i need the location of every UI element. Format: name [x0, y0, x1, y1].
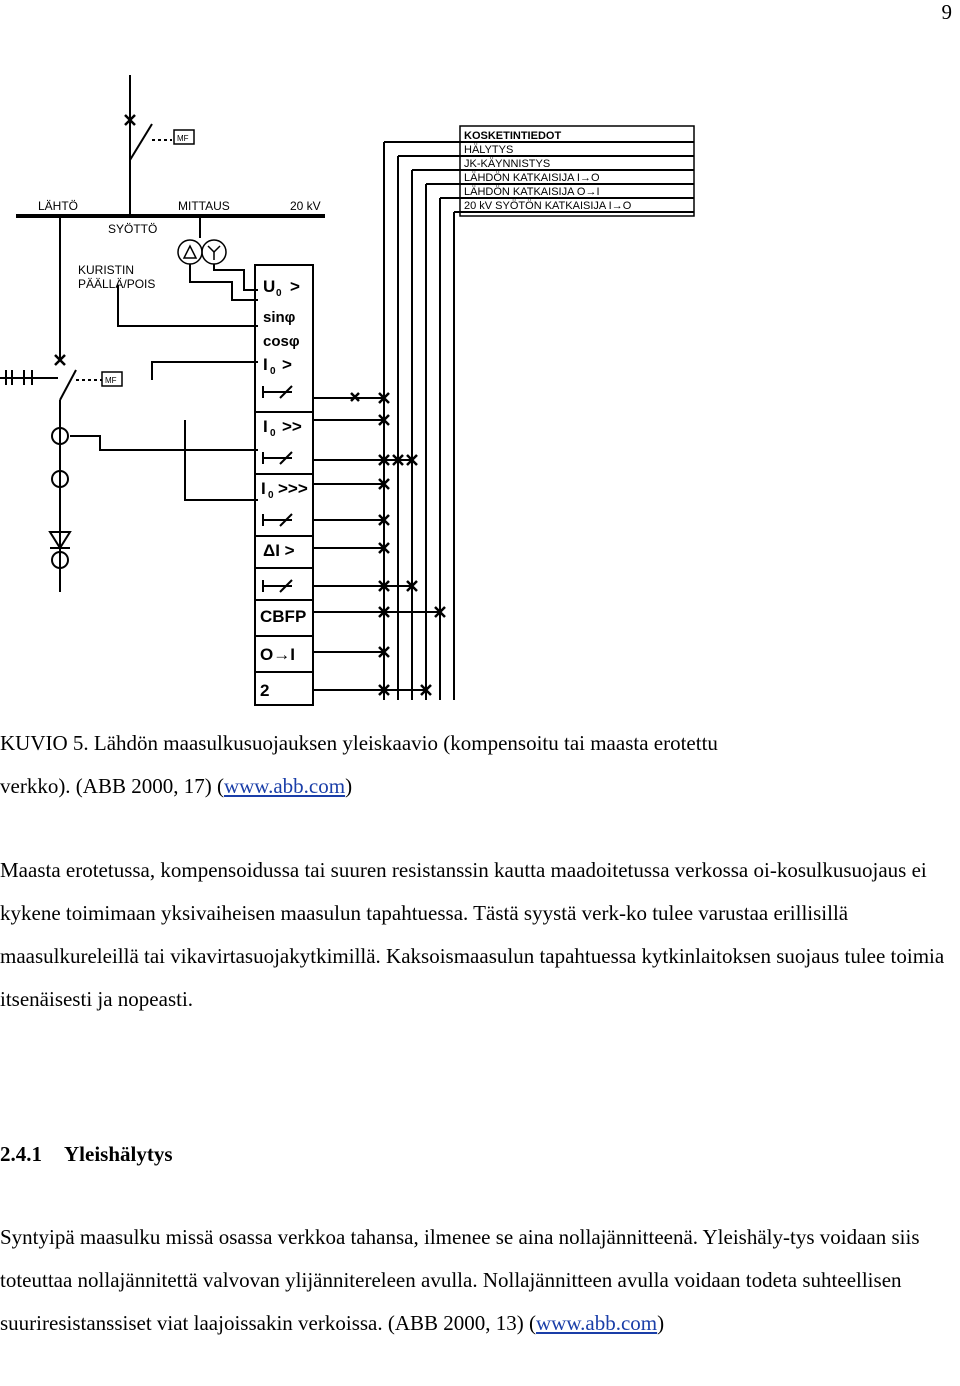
contact-row: JK-KÄYNNISTYS	[464, 158, 551, 170]
paragraph-2-close: )	[657, 1311, 665, 1335]
contact-row: LÄHDÖN KATKAISIJA O→I	[464, 186, 600, 198]
func-i0-op3: >>>	[278, 479, 308, 498]
label-mittaus: MITTAUS	[178, 199, 230, 213]
func-i0: I	[263, 355, 268, 374]
paragraph-2-text: Syntyipä maasulku missä osassa verkkoa tahansa, ilmenee se aina nollajännitteenä. Yleishäly-tys voidaan siis toteuttaa nollajännitettä valvovan ylijännitereleen avulla. Nollajännitteen avulla voidaan todeta suhteellisen suuriresistanssiset viat laajoissakin verkoissa. (ABB 2000, 13) (	[0, 1225, 920, 1335]
label-paalla-pois: PÄÄLLÄ/POIS	[78, 277, 156, 291]
heading-number: 2.4.1	[0, 1142, 42, 1166]
func-i0-op1: >	[282, 355, 292, 374]
func-sub: 0	[268, 490, 274, 501]
caption-line-2	[0, 765, 950, 808]
func-cosphi: cosφ	[263, 333, 300, 350]
figure-caption	[0, 722, 950, 808]
caption-close: )	[345, 774, 353, 798]
paragraph-2-link[interactable]: www.abb.com	[536, 1311, 658, 1335]
func-sub: 0	[270, 366, 276, 377]
func-deltai: ΔI >	[263, 541, 295, 560]
contact-row: HÄLYTYS	[464, 144, 514, 156]
section-heading	[0, 1142, 173, 1167]
protection-diagram	[0, 62, 960, 712]
label-kuristin: KURISTIN	[78, 263, 135, 277]
func-u0: U	[263, 277, 276, 296]
func-sub: 0	[276, 288, 282, 299]
func-oi: O→I	[260, 645, 295, 664]
func-i0: I	[263, 417, 268, 436]
caption-link[interactable]: www.abb.com	[223, 774, 346, 798]
label-voltage: 20 kV	[290, 199, 321, 213]
func-i0: I	[261, 479, 266, 498]
contacts-title: KOSKETINTIEDOT	[464, 130, 562, 142]
func-i0-op2: >>	[282, 417, 302, 436]
paragraph-1: Maasta erotetussa, kompensoidussa tai suuren resistanssin kautta maadoitetussa verkossa oi-kosulkusuojaus ei kykene toimimaan yksivaiheisen maasulun tapahtuessa. Tästä syystä verk-ko tulee varustaa erillisillä maasulkureleillä tai vikavirtasuojakytkimillä. Kaksoismaasulun tapahtuessa kytkinlaitoksen suojaus tulee toimia itsenäisesti ja nopeasti.	[0, 858, 945, 1011]
func-sinphi: sinφ	[263, 309, 296, 326]
func-cbfp: CBFP	[260, 607, 307, 626]
func-sub: 0	[270, 428, 276, 439]
heading-text: Yleishälytys	[64, 1142, 173, 1166]
label-mf-feeder: MF	[105, 376, 117, 385]
func-two: 2	[260, 681, 270, 700]
caption-line-1: KUVIO 5. Lähdön maasulkusuojauksen yleiskaavio (kompensoitu tai maasta erotettu	[0, 731, 718, 755]
paragraph-2	[0, 1216, 950, 1345]
contact-row: LÄHDÖN KATKAISIJA I→O	[464, 172, 600, 184]
label-lahto: LÄHTÖ	[38, 199, 79, 213]
func-u0-op: >	[290, 277, 300, 296]
label-syotto: SYÖTTÖ	[108, 222, 158, 236]
label-mf-top: MF	[177, 134, 189, 143]
page-number: 9	[941, 0, 952, 24]
caption-text: verkko). (ABB 2000, 17) (	[0, 774, 224, 798]
contact-row: 20 kV SYÖTÖN KATKAISIJA I→O	[464, 200, 632, 212]
